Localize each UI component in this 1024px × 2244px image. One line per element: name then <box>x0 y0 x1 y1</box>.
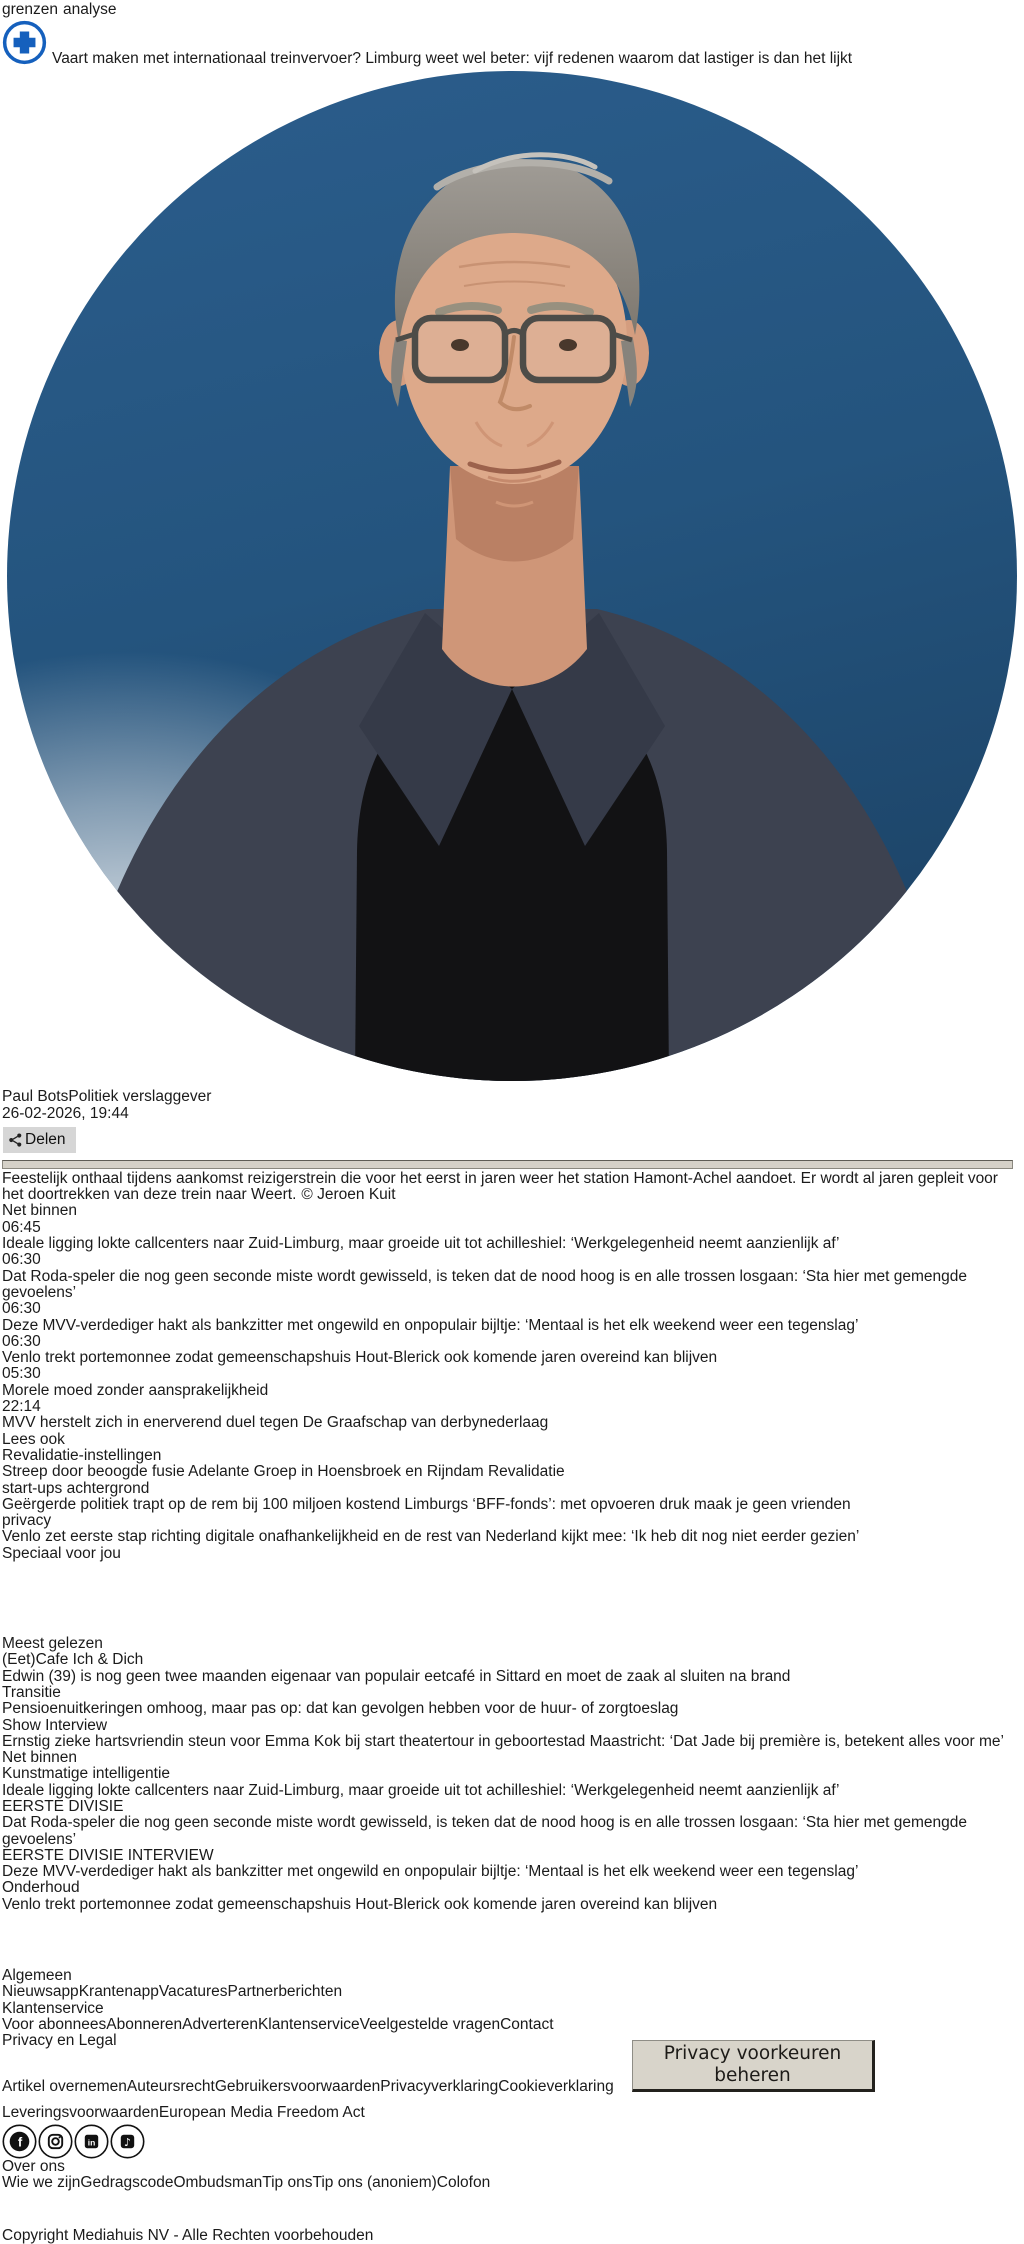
news-list-item <box>2 1301 1022 1334</box>
footer-link[interactable]: Ombudsman <box>173 2174 263 2192</box>
item-title-link[interactable]: Geërgerde politiek trapt op de rem bij 100 miljoen kostend Limburgs ‘BFF-fonds’: met opvoeren druk maak je geen vrienden <box>2 1495 851 1513</box>
footer-link[interactable]: Klantenservice <box>257 2015 360 2033</box>
item-title-link[interactable]: Dat Roda-speler die nog geen seconde miste wordt gewisseld, is teken dat de nood hoog is en alle trossen losgaan: ‘Sta hier met gemengde gevoelens’ <box>2 1814 968 1848</box>
footer-links-klantenservice <box>2 2017 1022 2033</box>
news-list-item <box>2 1334 1022 1367</box>
photo-caption-block <box>2 1171 1022 1204</box>
news-list-item <box>2 1220 1022 1253</box>
footer-link[interactable]: Veelgestelde vragen <box>359 2015 501 2033</box>
article-headline: Vaart maken met internationaal treinvervoer? Limburg weet wel beter: vijf redenen waarom dat lastiger is dan het lijkt <box>52 50 853 68</box>
share-button[interactable] <box>3 1127 76 1153</box>
footer-link[interactable]: Nieuwsapp <box>2 1983 79 2001</box>
author-name-link[interactable]: Paul Bots <box>2 1088 69 1106</box>
item-title-link[interactable]: Deze MVV-verdediger hakt als bankzitter met ongewild en onpopulair bijltje: ‘Mentaal is het elk weekend weer een tegenslag’ <box>2 1316 859 1334</box>
news-list-item <box>2 1399 1022 1432</box>
footer-link[interactable]: Leveringsvoorwaarden <box>2 2103 159 2121</box>
item-tag-link[interactable]: Show Interview <box>2 1716 108 1734</box>
footer-link[interactable]: Gedragscode <box>80 2174 174 2192</box>
section-heading-net-binnen: Net binnen <box>2 1202 77 1220</box>
news-list-item <box>2 1252 1022 1301</box>
photo-caption: Feestelijk onthaal tijdens aankomst reizigerstrein die voor het eerst in jaren weer het station Hamont-Achel aandoet. Er wordt al jaren gepleit voor het doortrekken van deze trein naar Weert. <box>2 1169 998 1204</box>
item-title-link[interactable]: Pensioenuitkeringen omhoog, maar pas op: dat kan gevolgen hebben voor de huur- of zorgtoeslag <box>2 1700 679 1718</box>
byline <box>2 1089 1022 1105</box>
footer-link[interactable]: Abonneren <box>106 2015 183 2033</box>
item-time: 22:14 <box>2 1398 41 1416</box>
share-icon <box>8 1132 23 1148</box>
news-list-item <box>2 1799 1022 1848</box>
privacy-preferences-button[interactable]: Privacy voorkeuren beheren <box>632 2040 875 2092</box>
news-list-item <box>2 1880 1022 1913</box>
footer-link[interactable]: European Media Freedom Act <box>158 2103 365 2121</box>
news-list-item <box>2 1718 1022 1751</box>
footer-link[interactable]: Cookieverklaring <box>498 2077 614 2095</box>
footer-link[interactable]: Contact <box>500 2015 554 2033</box>
item-tag-link[interactable]: (Eet)Cafe Ich & Dich <box>2 1651 144 1669</box>
footer-heading-klantenservice: Klantenservice <box>2 1999 104 2017</box>
instagram-icon[interactable] <box>38 2124 73 2159</box>
net-binnen-section <box>2 1203 1022 1431</box>
item-title-link[interactable]: Venlo trekt portemonnee zodat gemeenschapshuis Hout-Blerick ook komende jaren overeind kan blijven <box>2 1349 718 1367</box>
footer-link[interactable]: Artikel overnemen <box>2 2077 127 2095</box>
news-list-item <box>2 1481 1022 1514</box>
footer-heading-privacy-en-legal: Privacy en Legal <box>2 2032 117 2050</box>
item-time: 06:30 <box>2 1300 41 1318</box>
footer-link[interactable]: Wie we zijn <box>2 2174 81 2192</box>
footer-link[interactable]: Adverteren <box>182 2015 258 2033</box>
author-role-link[interactable]: Politiek verslaggever <box>68 1088 212 1106</box>
tag-link[interactable]: analyse <box>63 1 117 18</box>
social-icons-row <box>2 2124 1022 2159</box>
meest-gelezen-section <box>2 1636 1022 1913</box>
item-tag-link[interactable]: start-ups achtergrond <box>2 1479 150 1497</box>
footer-heading-over-ons: Over ons <box>2 2158 65 2176</box>
tiktok-icon[interactable] <box>110 2124 145 2159</box>
item-tag-link[interactable]: Transitie <box>2 1683 61 1701</box>
news-list-item <box>2 1366 1022 1399</box>
plus-icon <box>2 20 47 65</box>
footer-link[interactable]: Krantenapp <box>78 1983 159 2001</box>
news-list-item <box>2 1448 1022 1481</box>
footer-link[interactable]: Partnerberichten <box>227 1983 343 2001</box>
item-title-link[interactable]: Morele moed zonder aansprakelijkheid <box>2 1381 269 1399</box>
item-title-link[interactable]: Dat Roda-speler die nog geen seconde miste wordt gewisseld, is teken dat de nood hoog is en alle trossen losgaan: ‘Sta hier met gemengde gevoelens’ <box>2 1267 968 1301</box>
footer <box>2 1968 1022 2244</box>
item-tag-link[interactable]: Onderhoud <box>2 1879 80 1897</box>
section-heading-lees-ook: Lees ook <box>2 1430 65 1448</box>
news-list-item <box>2 1685 1022 1718</box>
copyright-notice: Copyright Mediahuis NV - Alle Rechten voorbehouden <box>2 2226 374 2244</box>
footer-link[interactable]: Tip ons (anoniem) <box>312 2174 437 2192</box>
item-title-link[interactable]: Venlo trekt portemonnee zodat gemeenschapshuis Hout-Blerick ook komende jaren overeind kan blijven <box>2 1895 718 1913</box>
footer-links-privacy-2 <box>2 2105 1022 2121</box>
footer-link[interactable]: Auteursrecht <box>126 2077 215 2095</box>
news-list-item <box>2 1513 1022 1546</box>
svg-text:♪: ♪ <box>123 2135 132 2149</box>
publish-date: 26-02-2026, 19:44 <box>2 1104 129 1122</box>
linkedin-icon[interactable] <box>74 2124 109 2159</box>
footer-links-over-ons <box>2 2175 1022 2191</box>
item-title-link[interactable]: Ernstig zieke hartsvriendin steun voor Emma Kok bij start theatertour in geboortestad Maastricht: ‘Dat Jade bij première is, betekent alles voor me’ <box>2 1732 1004 1750</box>
item-time: 06:30 <box>2 1251 41 1269</box>
article-tags-row <box>2 2 1022 18</box>
news-list-item <box>2 1848 1022 1881</box>
item-tag-link[interactable]: privacy <box>2 1512 52 1530</box>
item-title-link[interactable]: MVV herstelt zich in enerverend duel tegen De Graafschap van derbynederlaag <box>2 1414 549 1432</box>
item-title-link[interactable]: Ideale ligging lokte callcenters naar Zuid-Limburg, maar groeide uit tot achilleshiel: ‘Werkgelegenheid neemt aanzienlijk af’ <box>2 1781 840 1799</box>
item-title-link[interactable]: Deze MVV-verdediger hakt als bankzitter met ongewild en onpopulair bijltje: ‘Mentaal is het elk weekend weer een tegenslag’ <box>2 1863 859 1881</box>
footer-link[interactable]: Gebruikersvoorwaarden <box>214 2077 381 2095</box>
footer-link[interactable]: Tip ons <box>262 2174 313 2192</box>
item-tag-link[interactable]: Revalidatie-instellingen <box>2 1446 162 1464</box>
item-title-link[interactable]: Edwin (39) is nog geen twee maanden eigenaar van populair eetcafé in Sittard en moet de zaak al sluiten na brand <box>2 1667 791 1685</box>
footer-link[interactable]: Privacyverklaring <box>380 2077 499 2095</box>
footer-heading-algemeen: Algemeen <box>2 1967 72 1985</box>
section-heading-meest-gelezen: Meest gelezen <box>2 1635 103 1653</box>
item-tag-link[interactable]: EERSTE DIVISIE INTERVIEW <box>2 1846 214 1864</box>
section-heading-speciaal-voor-jou: Speciaal voor jou <box>2 1544 121 1562</box>
author-portrait-photo <box>7 71 1017 1081</box>
item-time: 06:45 <box>2 1218 41 1236</box>
footer-link[interactable]: Vacatures <box>158 1983 228 2001</box>
footer-link[interactable]: Voor abonnees <box>2 2015 107 2033</box>
footer-links-algemeen <box>2 1984 1022 2000</box>
item-tag-link[interactable]: Net binnen <box>2 1749 77 1767</box>
share-button-label: Delen <box>25 1130 66 1148</box>
lees-ook-section <box>2 1432 1022 1546</box>
item-time: 05:30 <box>2 1365 41 1383</box>
item-tag-link[interactable]: Kunstmatige intelligentie <box>2 1765 171 1783</box>
footer-link[interactable]: Colofon <box>436 2174 491 2192</box>
item-title-link[interactable]: Venlo zet eerste stap richting digitale onafhankelijkheid en de rest van Nederland kijkt mee: ‘Ik heb dit nog niet eerder gezien’ <box>2 1528 860 1546</box>
photo-credit: © Jeroen Kuit <box>301 1186 396 1204</box>
headline-row <box>2 20 1022 68</box>
item-title-link[interactable]: Ideale ligging lokte callcenters naar Zuid-Limburg, maar groeide uit tot achilleshiel: ‘Werkgelegenheid neemt aanzienlijk af’ <box>2 1235 840 1253</box>
item-time: 06:30 <box>2 1332 41 1350</box>
empty-recommendation-area <box>2 1562 1022 1636</box>
item-tag-link[interactable]: EERSTE DIVISIE <box>2 1797 124 1815</box>
news-list-item <box>2 1750 1022 1799</box>
svg-text:f: f <box>17 2134 23 2150</box>
svg-text:in: in <box>87 2137 96 2148</box>
facebook-icon[interactable] <box>2 2124 37 2159</box>
news-list-item <box>2 1652 1022 1685</box>
tag-link[interactable]: grenzen <box>2 1 59 18</box>
footer-gap <box>2 1913 1022 1968</box>
item-title-link[interactable]: Streep door beoogde fusie Adelante Groep in Hoensbroek en Rijndam Revalidatie <box>2 1463 565 1481</box>
horizontal-scrollbar[interactable] <box>2 1160 1013 1169</box>
